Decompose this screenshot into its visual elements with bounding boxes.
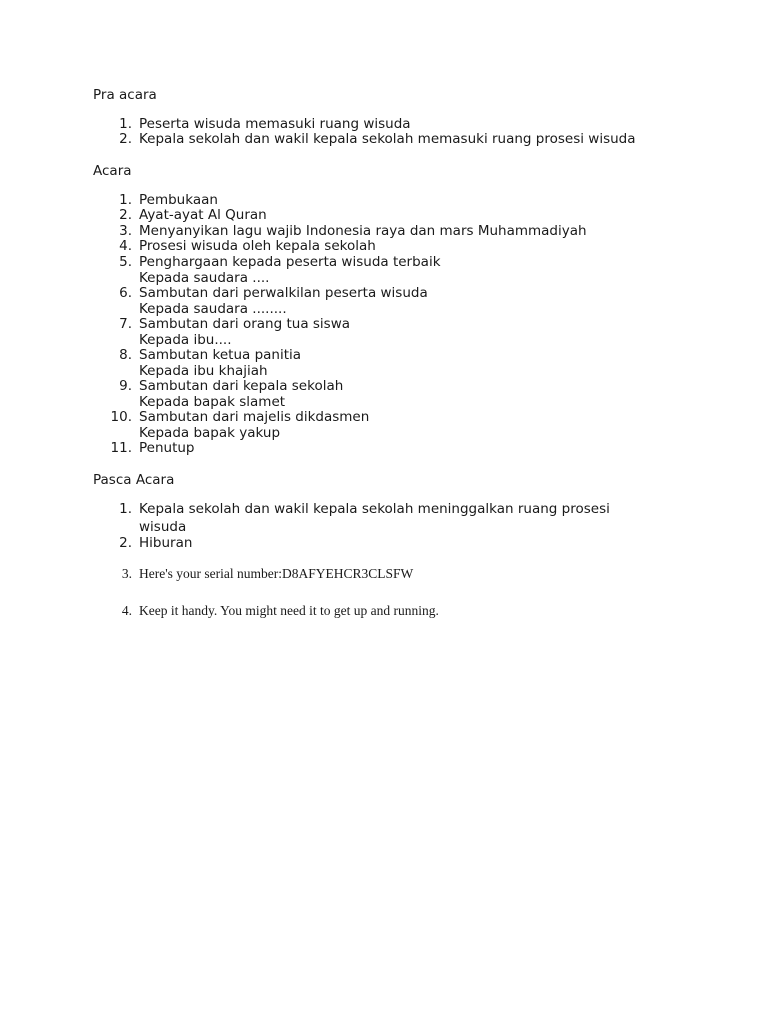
list-text: Sambutan dari orang tua siswa bbox=[139, 316, 351, 332]
list-number: 10. bbox=[110, 409, 132, 425]
list-text: Sambutan dari kepala sekolah bbox=[139, 378, 344, 394]
section-heading-acara: Acara bbox=[93, 163, 132, 179]
list-subtext: Kepada bapak yakup bbox=[139, 424, 281, 441]
list-text-continued: wisuda bbox=[139, 518, 187, 535]
list-number: 7. bbox=[119, 316, 132, 332]
list-text: Sambutan dari majelis dikdasmen bbox=[139, 409, 370, 425]
list-number: 6. bbox=[119, 285, 132, 301]
list-text: Ayat-ayat Al Quran bbox=[139, 207, 267, 223]
list-text: Pembukaan bbox=[139, 192, 218, 208]
list-text: Penghargaan kepada peserta wisuda terbaik bbox=[139, 254, 441, 270]
list-text: Penutup bbox=[139, 440, 195, 456]
section-heading-pra-acara: Pra acara bbox=[93, 87, 157, 103]
list-number: 8. bbox=[119, 347, 132, 363]
list-number: 4. bbox=[119, 238, 132, 254]
list-number: 5. bbox=[119, 254, 132, 270]
list-subtext: Kepada saudara .... bbox=[139, 269, 270, 286]
list-number: 2. bbox=[119, 131, 132, 147]
list-number: 3. bbox=[119, 223, 132, 239]
list-number: 1. bbox=[119, 116, 132, 132]
list-number: 1. bbox=[119, 192, 132, 208]
list-subtext: Kepada ibu khajiah bbox=[139, 362, 268, 379]
list-text: Peserta wisuda memasuki ruang wisuda bbox=[139, 116, 411, 132]
list-subtext: Kepada saudara ........ bbox=[139, 300, 287, 317]
list-text: Kepala sekolah dan wakil kepala sekolah meninggalkan ruang prosesi bbox=[139, 501, 610, 517]
list-number: 11. bbox=[110, 440, 132, 456]
list-number: 9. bbox=[119, 378, 132, 394]
list-text: Hiburan bbox=[139, 535, 193, 551]
list-text: Keep it handy. You might need it to get up and running. bbox=[139, 603, 439, 618]
list-text: Kepala sekolah dan wakil kepala sekolah memasuki ruang prosesi wisuda bbox=[139, 131, 636, 147]
list-number: 2. bbox=[119, 207, 132, 223]
list-text: Sambutan dari perwalkilan peserta wisuda bbox=[139, 285, 428, 301]
list-text: Sambutan ketua panitia bbox=[139, 347, 302, 363]
list-text: Menyanyikan lagu wajib Indonesia raya dan mars Muhammadiyah bbox=[139, 223, 587, 239]
list-number: 3. bbox=[121, 566, 132, 581]
list-number: 4. bbox=[121, 603, 132, 618]
list-subtext: Kepada bapak slamet bbox=[139, 393, 286, 410]
serial-number-text: Here's your serial number:D8AFYEHCR3CLSFW bbox=[139, 566, 414, 581]
list-number: 2. bbox=[119, 535, 132, 551]
list-subtext: Kepada ibu.... bbox=[139, 331, 232, 348]
list-text: Prosesi wisuda oleh kepala sekolah bbox=[139, 238, 376, 254]
section-heading-pasca-acara: Pasca Acara bbox=[93, 472, 175, 488]
list-number: 1. bbox=[119, 501, 132, 517]
